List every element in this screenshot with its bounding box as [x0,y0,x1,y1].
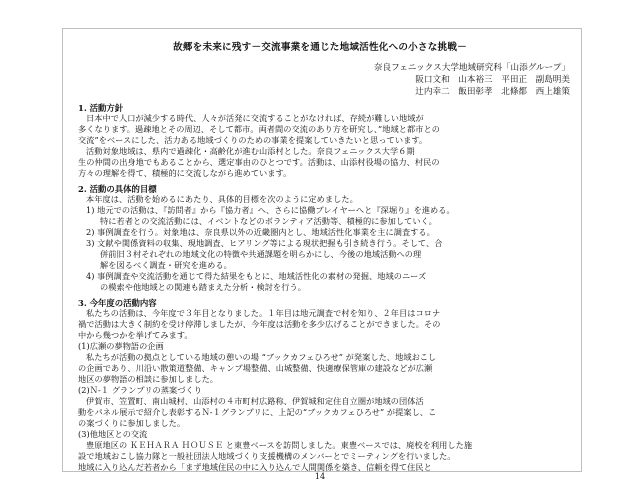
list-item: 3) 文献や関係資料の収集、現地調査、ヒアリング等による現状把握も引き続き行う。そして、合 [86,238,443,248]
paragraph-line: 私たちの活動は、今年度で３年目となりました。１年目は地元調査で村を知り、２年目はコロナ [86,308,441,318]
section-heading: 1. 活動方針 [78,103,124,113]
subsection-heading: (3)他地区との交流 [78,429,148,439]
paragraph-line: 地域に入り込んだ若者から「まず地域住民の中に入り込んで人間関係を築き、信頼を得て住民と [78,462,432,472]
paragraph-line: 私たちが活動の拠点としている地域の憩いの場 “ブックカフェひろせ” が発案した、地域おこし [86,352,437,362]
subsection-heading: (1)広瀬の夢物語の企画 [78,341,164,351]
page-number: 14 [314,472,326,481]
list-item-continued: 併前旧３村それぞれの地域文化の特徴や共通課題を明らかにし、今後の地域活動への理 [100,249,422,259]
list-item-continued: の模索や他地域との関連も踏まえた分析・検討を行う。 [100,282,306,292]
paragraph-line: 伊賀市、笠置町、南山城村、山添村の４市町村広路称、伊賀城和定住自立圏が地域の団体活 [86,396,424,406]
paragraph-line: 活動対象地域は、県内で過疎化・高齢化が進む山添村とした。奈良フェニックス大学６期 [86,146,415,156]
paragraph-line: 生の仲間の出身地でもあることから、選定事由のひとつです。活動は、山添村役場の協力、村民の [78,157,440,167]
paragraph-line: 多くなります。過疎地とその周辺、そして都市。両者間の交流のあり方を研究し、”地域と都市との [78,124,440,134]
paragraph-line: の案づくりに参加しました。 [78,418,186,428]
author-names-1: 阪口文和 山本裕三 平田正 副島明美 [415,75,570,85]
list-item: 1) 地元での活動は、『訪問者』から『協力者』へ、さらに協働プレイヤーへと『深堀り』を進める。 [86,205,455,215]
paragraph-line: 禍で活動は大きく制約を受け停滞しましたが、今年度は活動を多少広げることができました。その [78,319,441,329]
paragraph-line: 地区の夢物語の相談に参加しました。 [78,374,219,384]
paragraph-line: 設で地域おこし協力隊と一般社団法人地域づくり支援機構のメンバーとでミーティングを行いました。 [78,451,456,461]
list-item: 2) 事例調査を行う。対象地は、奈良県以外の近畿圏内とし、地域活性化事業を主に調査する。 [86,227,435,237]
section-heading: 3. 今年度の活動内容 [78,298,157,308]
list-item-continued: 解を図るべく調査・研究を進める。 [100,260,232,270]
paragraph-line: 豊原地区の ＫＥＨＡＲＡ ＨＯＵＳＥ と東豊ベースを訪問しました。東豊ベースでは、廃校を利用した施 [86,440,473,450]
paragraph-line: 日本中で人口が減少する時代、人々が活発に交流することがなければ、存続が難しい地域が [86,113,424,123]
paragraph-line: 本年度は、活動を始めるにあたり、具体的目標を次のように定めました。 [86,194,358,204]
author-names-2: 辻内幸二 飯田彰孝 北條都 西上雄策 [415,87,570,97]
paragraph-line: 中から幾つかを挙げてみます。 [78,330,193,340]
page-title: 故郷を未来に残す－交流事業を通じた地域活性化への小さな挑戦－ [173,42,467,53]
paragraph-line: 交流”をベースにした、活力ある地域づくりのための事業を提案していきたいと思っています。 [78,135,428,145]
paragraph-line: 方々の理解を得て、積極的に交流しながら進めています。 [78,168,292,178]
subsection-heading: (2)Ｎ-１ グランプリの蒸案づくり [78,385,202,395]
list-item: 4) 事例調査や交流活動を通じて得た結果をもとに、地域活性化の素材の発掘、地域のニーズ [86,271,427,281]
paragraph-line: 動をパネル展示で紹介し表彰するＮ-１グランプリに、上記の“ブックカフェひろせ” が提案し、こ [78,407,437,417]
list-item-continued: 特に若者との交流活動には、イベントなどのボランティア活動等、積極的に参加していく。 [100,216,437,226]
section-heading: 2. 活動の具体的目標 [78,184,157,194]
author-group: 奈良フェニックス大学地域研究科「山添グループ」 [373,63,570,73]
paragraph-line: の企画であり、川沿い散策道整備、キャンプ場整備、山城整備、快適療保管庫の建設などが広瀬 [78,363,433,373]
